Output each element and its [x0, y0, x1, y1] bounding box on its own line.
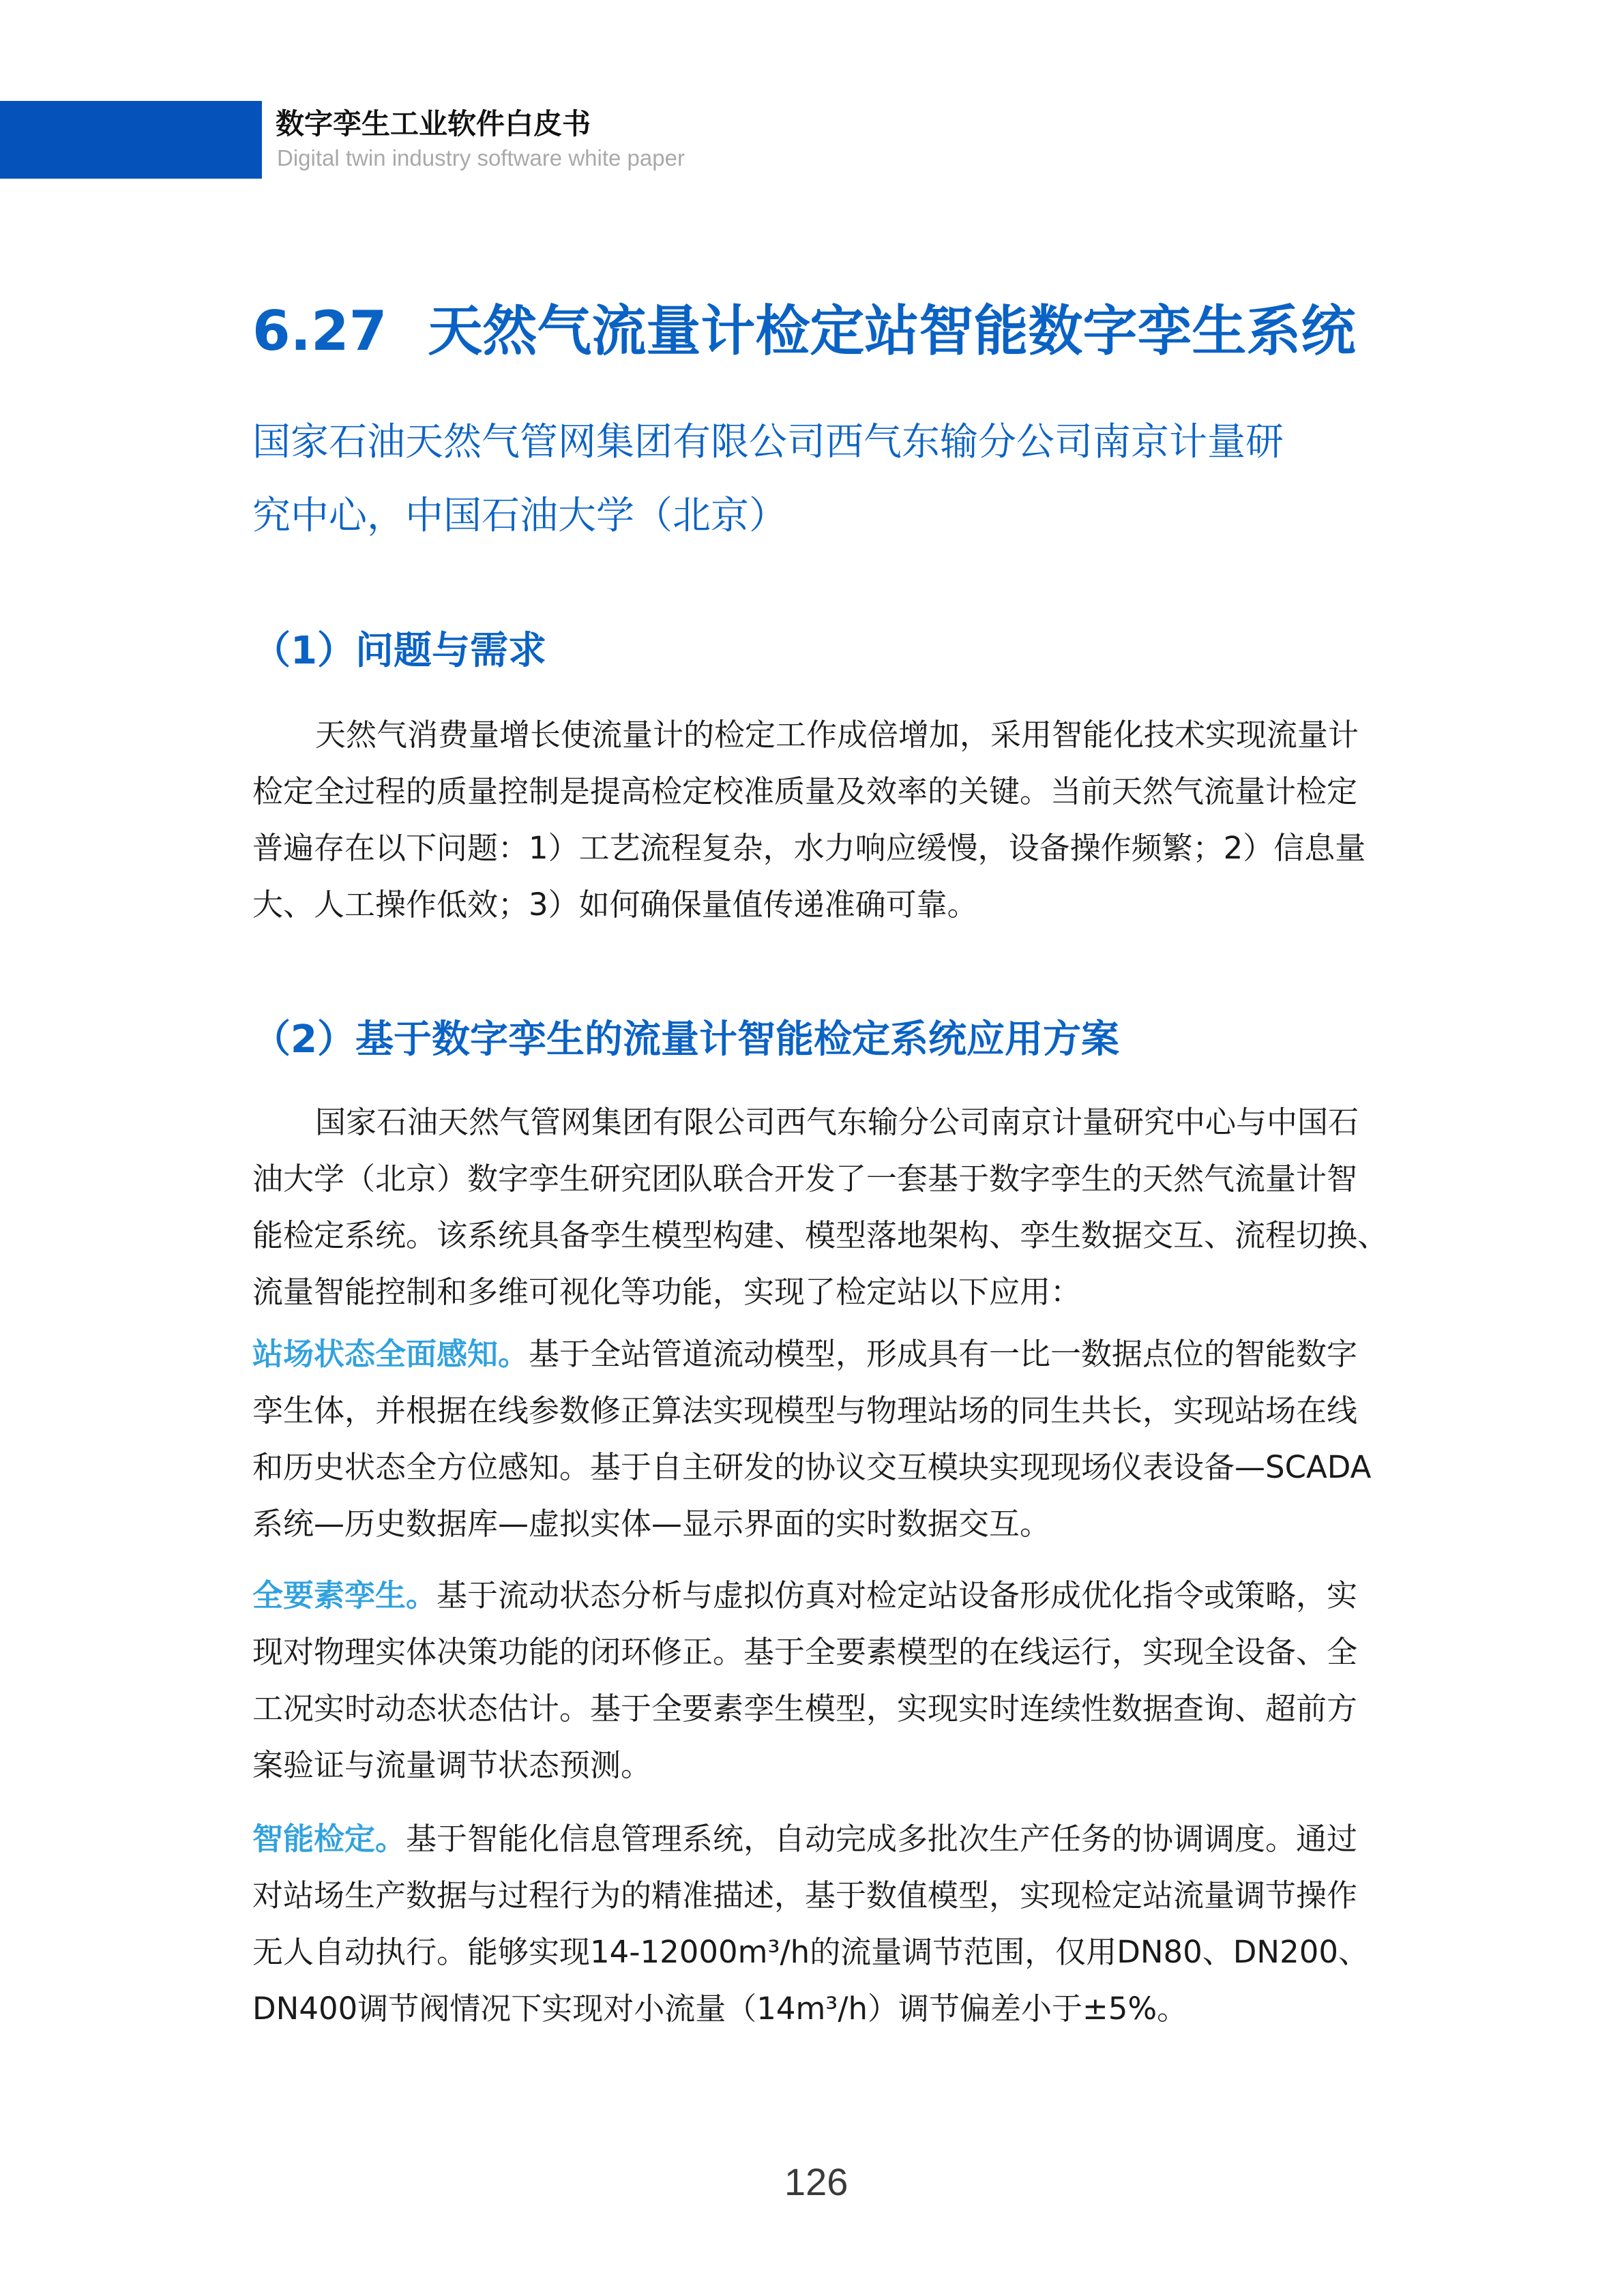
section-title — [252, 300, 1355, 363]
text-line: DN400调节阀情况下实现对小流量（14m³/h）调节偏差小于±5%。 — [252, 1991, 1188, 2027]
header-accent-bar — [0, 101, 262, 179]
section-number: 6.27 — [252, 299, 387, 363]
text-line: 系统—历史数据库—虚拟实体—显示界面的实时数据交互。 — [252, 1506, 1051, 1542]
text-line: 现对物理实体决策功能的闭环修正。基于全要素模型的在线运行，实现全设备、全 — [252, 1634, 1358, 1670]
text-line: 油大学（北京）数字孪生研究团队联合开发了一套基于数字孪生的天然气流量计智 — [252, 1161, 1358, 1197]
text-line: 流量智能控制和多维可视化等功能，实现了检定站以下应用： — [252, 1274, 1082, 1310]
paragraph-problem — [252, 706, 1405, 933]
text-line: 国家石油天然气管网集团有限公司西气东输分公司南京计量研究中心与中国石 — [315, 1104, 1359, 1140]
text-line: 检定全过程的质量控制是提高检定校准质量及效率的关键。当前天然气流量计检定 — [252, 773, 1358, 809]
text-line: 和历史状态全方位感知。基于自主研发的协议交互模块实现现场仪表设备—SCADA — [252, 1449, 1372, 1485]
affiliation-line: 究中心，中国石油大学（北京） — [252, 494, 787, 538]
section-title-text: 天然气流量计检定站智能数字孪生系统 — [428, 299, 1356, 363]
highlight-term: 智能检定。 — [252, 1821, 407, 1857]
page-number: 126 — [784, 2160, 848, 2203]
subsection-heading-problem: （1）问题与需求 — [252, 629, 546, 673]
affiliation — [252, 406, 1412, 553]
text-line: 工况实时动态状态估计。基于全要素孪生模型，实现实时连续性数据查询、超前方 — [252, 1690, 1358, 1727]
paragraph-smart-verification — [252, 1810, 1405, 2037]
header-title-en: Digital twin industry software white paper — [277, 145, 685, 170]
text-line: 基于全站管道流动模型，形成具有一比一数据点位的智能数字 — [529, 1336, 1358, 1372]
header-title-cn: 数字孪生工业软件白皮书 — [276, 107, 591, 140]
text-line: 能检定系统。该系统具备孪生模型构建、模型落地架构、孪生数据交互、流程切换、 — [252, 1217, 1389, 1253]
paragraph-full-element-twin — [252, 1567, 1405, 1793]
text-line: 普遍存在以下问题：1）工艺流程复杂，水力响应缓慢，设备操作频繁；2）信息量 — [252, 830, 1366, 866]
text-line: 案验证与流量调节状态预测。 — [252, 1747, 652, 1783]
text-line: 无人自动执行。能够实现14-12000m³/h的流量调节范围，仅用DN80、DN200、 — [252, 1934, 1369, 1970]
highlight-term: 全要素孪生。 — [252, 1577, 437, 1613]
text-line: 孪生体，并根据在线参数修正算法实现模型与物理站场的同生共长，实现站场在线 — [252, 1392, 1358, 1429]
paragraph-station-perception — [252, 1326, 1405, 1552]
text-line: 大、人工操作低效；3）如何确保量值传递准确可靠。 — [252, 886, 978, 923]
text-line: 天然气消费量增长使流量计的检定工作成倍增加，采用智能化技术实现流量计 — [315, 717, 1359, 753]
text-line: 基于流动状态分析与虚拟仿真对检定站设备形成优化指令或策略，实 — [437, 1577, 1358, 1613]
paragraph-solution-intro — [252, 1094, 1405, 1320]
subsection-heading-solution: （2）基于数字孪生的流量计智能检定系统应用方案 — [252, 1017, 1119, 1062]
highlight-term: 站场状态全面感知。 — [252, 1336, 529, 1372]
affiliation-line: 国家石油天然气管网集团有限公司西气东输分公司南京计量研 — [252, 420, 1284, 464]
text-line: 基于智能化信息管理系统，自动完成多批次生产任务的协调调度。通过 — [406, 1821, 1358, 1857]
text-line: 对站场生产数据与过程行为的精准描述，基于数值模型，实现检定站流量调节操作 — [252, 1877, 1358, 1913]
